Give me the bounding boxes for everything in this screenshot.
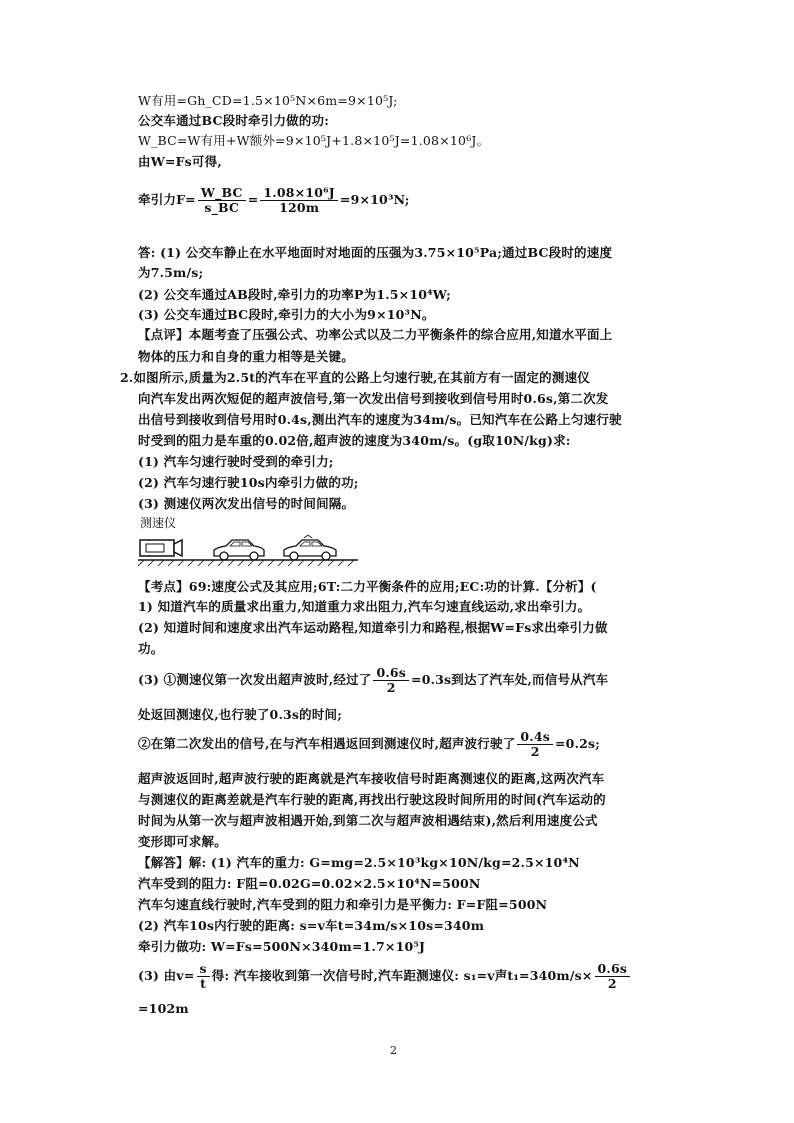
text-line: 【点评】本题考查了压强公式、功率公式以及二力平衡条件的综合应用,知道水平面上: [138, 327, 613, 342]
text-line: 1) 知道汽车的质量求出重力,知道重力求出阻力,汽车匀速直线运动,求出牵引力。: [138, 599, 591, 614]
text-line: (3) 公交车通过BC段时,牵引力的大小为9×10³N。: [138, 307, 435, 322]
fraction-denominator: s_BC: [204, 200, 240, 215]
text-line: (2) 汽车匀速行驶10s内牵引力做的功;: [138, 475, 359, 490]
page-number: 2: [390, 1044, 397, 1057]
text-line: 牵引力做功: W=Fs=500N×340m=1.7×10⁵J: [138, 939, 426, 954]
formula-text: 牵引力F=: [138, 192, 196, 207]
formula-text: =9×10³N;: [339, 192, 410, 207]
fraction-numerator: 0.4s: [517, 730, 553, 745]
fraction-denominator: 2: [530, 744, 540, 759]
fraction-numerator: 1.08×10⁶J: [260, 186, 338, 201]
formula-text: =0.3s到达了汽车处,而信号从汽车: [411, 672, 609, 687]
text-line: (2) 汽车10s内行驶的距离: s=v车t=34m/s×10s=340m: [138, 918, 485, 933]
fraction-denominator: 2: [607, 976, 617, 991]
formula-text: ②在第二次发出的信号,在与汽车相遇返回到测速仪时,超声波行驶了: [138, 736, 516, 751]
text-line: 超声波返回时,超声波行驶的距离就是汽车接收信号时距离测速仪的距离,这两次汽车: [138, 771, 605, 786]
text-line: (2) 公交车通过AB段时,牵引力的功率P为1.5×10⁴W;: [138, 287, 451, 302]
text-line: 物体的压力和自身的重力相等是关键。: [138, 349, 354, 364]
formula-traction: [138, 186, 410, 215]
text-line: W_BC=W有用+W额外=9×10⁵J+1.8×10⁵J=1.08×10⁶J。: [138, 133, 490, 148]
fraction: [260, 186, 338, 215]
text-line: (3) 测速仪两次发出信号的时间间隔。: [138, 496, 355, 511]
car-icon: [284, 535, 336, 560]
text-line: 【解答】解: (1) 汽车的重力: G=mg=2.5×10³kg×10N/kg=2.5×10⁴N: [138, 855, 580, 870]
text-line: 功。: [138, 641, 164, 656]
formula-text: =0.2s;: [555, 736, 601, 751]
text-line: 向汽车发出两次短促的超声波信号,第一次发出信号到接收到信号用时0.6s,第二次发: [138, 391, 609, 406]
formula-text: (3) 由v=: [138, 968, 195, 983]
text-line: 由W=Fs可得,: [138, 154, 222, 169]
fraction-denominator: 120m: [279, 200, 320, 215]
formula-text: =: [247, 192, 259, 207]
speed-detector-icon: [140, 540, 182, 556]
fraction-denominator: t: [200, 976, 207, 991]
text-line: 答: (1) 公交车静止在水平地面时对地面的压强为3.75×10⁵Pa;通过BC段时的速度: [138, 245, 613, 260]
fraction: [517, 730, 553, 759]
text-line: 时间为从第一次与超声波相遇开始,到第二次与超声波相遇结束),然后利用速度公式: [138, 813, 598, 828]
text-line: 变形即可求解。: [138, 834, 227, 849]
road-ground: [138, 560, 358, 566]
speed-detector-figure: [138, 530, 358, 568]
fraction: [197, 962, 210, 991]
figure-label: 测速仪: [140, 516, 177, 530]
fraction: [198, 186, 246, 215]
text-line: 为7.5m/s;: [138, 265, 204, 280]
fraction-numerator: W_BC: [198, 186, 246, 201]
text-line: 与测速仪的距离差就是汽车行驶的距离,再找出行驶这段时间所用的时间(汽车运动的: [138, 792, 606, 807]
text-line: 汽车受到的阻力: F阻=0.02G=0.02×2.5×10⁴N=500N: [138, 876, 481, 891]
formula-line: [138, 730, 600, 759]
formula-line: [138, 962, 632, 991]
text-line: 出信号到接收到信号用时0.4s,测出汽车的速度为34m/s。已知汽车在公路上匀速行驶: [138, 412, 622, 427]
car-icon: [214, 540, 264, 560]
text-line: =102m: [138, 1001, 189, 1016]
text-line: 处返回测速仪,也行驶了0.3s的时间;: [138, 707, 343, 722]
fraction-denominator: 2: [386, 680, 396, 695]
text-line: 汽车匀速直线行驶时,汽车受到的阻力和牵引力是平衡力: F=F阻=500N: [138, 897, 548, 912]
fraction: [373, 666, 409, 695]
text-line: W有用=Gh_CD=1.5×10⁵N×6m=9×10⁵J;: [138, 93, 398, 108]
formula-text: (3) ①测速仪第一次发出超声波时,经过了: [138, 672, 372, 687]
text-line: 时受到的阻力是车重的0.02倍,超声波的速度为340m/s。(g取10N/kg)求:: [138, 433, 571, 448]
fraction-numerator: 0.6s: [373, 666, 409, 681]
text-line: (2) 知道时间和速度求出汽车运动路程,知道牵引力和路程,根据W=Fs求出牵引力做: [138, 620, 608, 635]
fraction-numerator: 0.6s: [595, 962, 631, 977]
text-line: (1) 汽车匀速行驶时受到的牵引力;: [138, 454, 334, 469]
text-line: 【考点】69:速度公式及其应用;6T:二力平衡条件的应用;EC:功的计算.【分析】(: [138, 579, 597, 594]
fraction: [595, 962, 631, 991]
fraction-numerator: s: [197, 962, 210, 977]
text-line: 公交车通过BC段时牵引力做的功:: [138, 113, 330, 128]
formula-line: [138, 666, 608, 695]
text-line: 2.如图所示,质量为2.5t的汽车在平直的公路上匀速行驶,在其前方有一固定的测速仪: [120, 370, 590, 385]
formula-text: 得: 汽车接收到第一次信号时,汽车距测速仪: s₁=v声t₁=340m/s×: [211, 968, 593, 983]
